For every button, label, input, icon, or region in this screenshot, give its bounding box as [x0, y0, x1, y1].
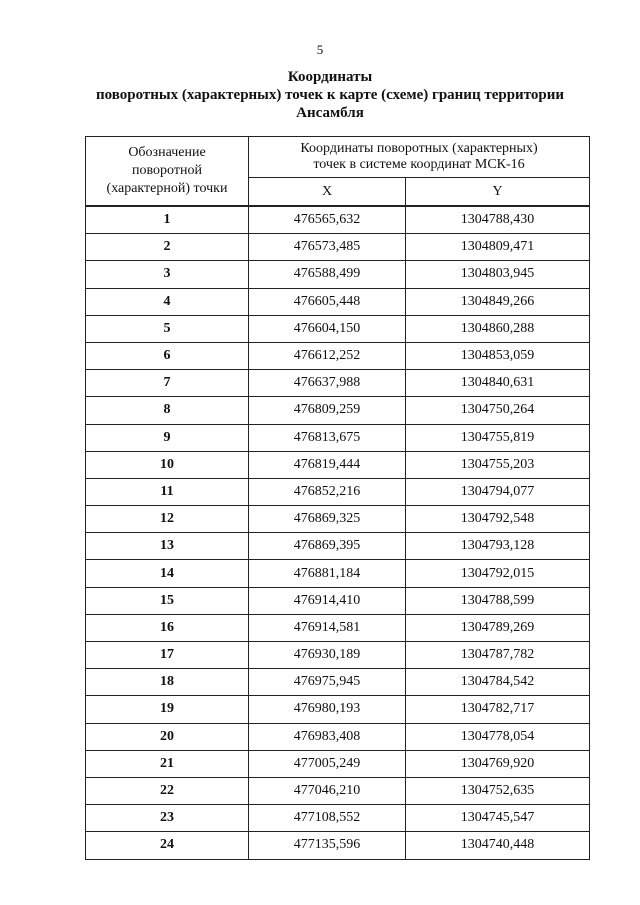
point-cell: 5 — [86, 315, 249, 342]
header-point-line-3: (характерной) точки — [106, 181, 228, 196]
x-cell: 476930,189 — [249, 642, 406, 669]
y-cell: 1304792,015 — [406, 560, 590, 587]
x-cell: 476819,444 — [249, 451, 406, 478]
table-row — [86, 478, 590, 505]
table-body — [86, 207, 590, 860]
y-cell: 1304793,128 — [406, 533, 590, 560]
y-cell: 1304809,471 — [406, 234, 590, 261]
y-cell: 1304840,631 — [406, 370, 590, 397]
x-cell: 476573,485 — [249, 234, 406, 261]
table-row — [86, 451, 590, 478]
point-cell: 20 — [86, 723, 249, 750]
table-row — [86, 614, 590, 641]
table-row — [86, 370, 590, 397]
y-cell: 1304750,264 — [406, 397, 590, 424]
table-row — [86, 642, 590, 669]
point-cell: 6 — [86, 342, 249, 369]
x-cell: 476980,193 — [249, 696, 406, 723]
x-cell: 476914,581 — [249, 614, 406, 641]
y-cell: 1304789,269 — [406, 614, 590, 641]
x-cell: 476914,410 — [249, 587, 406, 614]
x-cell: 476869,325 — [249, 506, 406, 533]
point-cell: 23 — [86, 805, 249, 832]
point-cell: 11 — [86, 478, 249, 505]
x-cell: 476813,675 — [249, 424, 406, 451]
y-cell: 1304849,266 — [406, 288, 590, 315]
x-cell: 476975,945 — [249, 669, 406, 696]
y-cell: 1304755,203 — [406, 451, 590, 478]
x-cell: 477046,210 — [249, 777, 406, 804]
point-cell: 18 — [86, 669, 249, 696]
header-y: Y — [406, 178, 590, 206]
y-cell: 1304853,059 — [406, 342, 590, 369]
point-cell: 1 — [86, 207, 249, 234]
table-row — [86, 560, 590, 587]
y-cell: 1304784,542 — [406, 669, 590, 696]
y-cell: 1304787,782 — [406, 642, 590, 669]
x-cell: 477135,596 — [249, 832, 406, 859]
table-row — [86, 342, 590, 369]
y-cell: 1304769,920 — [406, 750, 590, 777]
table-row — [86, 288, 590, 315]
y-cell: 1304740,448 — [406, 832, 590, 859]
x-cell: 476637,988 — [249, 370, 406, 397]
point-cell: 24 — [86, 832, 249, 859]
y-cell: 1304794,077 — [406, 478, 590, 505]
x-cell: 476869,395 — [249, 533, 406, 560]
y-cell: 1304745,547 — [406, 805, 590, 832]
x-cell: 476612,252 — [249, 342, 406, 369]
table-row — [86, 777, 590, 804]
y-cell: 1304778,054 — [406, 723, 590, 750]
table-row — [86, 424, 590, 451]
table-row — [86, 723, 590, 750]
point-cell: 13 — [86, 533, 249, 560]
x-cell: 476881,184 — [249, 560, 406, 587]
table-row — [86, 315, 590, 342]
x-cell: 476588,499 — [249, 261, 406, 288]
y-cell: 1304752,635 — [406, 777, 590, 804]
table-row — [86, 207, 590, 234]
table-row — [86, 533, 590, 560]
y-cell: 1304803,945 — [406, 261, 590, 288]
table-row — [86, 261, 590, 288]
y-cell: 1304788,430 — [406, 207, 590, 234]
point-cell: 14 — [86, 560, 249, 587]
document-title — [60, 68, 600, 122]
point-cell: 4 — [86, 288, 249, 315]
table-header — [86, 137, 590, 207]
x-cell: 477005,249 — [249, 750, 406, 777]
header-point-line-1: Обозначение — [128, 145, 206, 160]
point-cell: 19 — [86, 696, 249, 723]
coordinates-table — [85, 136, 590, 860]
table-row — [86, 805, 590, 832]
y-cell: 1304860,288 — [406, 315, 590, 342]
y-cell: 1304782,717 — [406, 696, 590, 723]
table-row — [86, 832, 590, 859]
header-point-line-2: поворотной — [132, 163, 202, 178]
header-coords-line-1: Координаты поворотных (характерных) — [300, 141, 538, 156]
point-cell: 21 — [86, 750, 249, 777]
x-cell: 476565,632 — [249, 207, 406, 234]
table-row — [86, 234, 590, 261]
y-cell: 1304788,599 — [406, 587, 590, 614]
table-row — [86, 587, 590, 614]
point-cell: 10 — [86, 451, 249, 478]
header-point-designation — [86, 137, 249, 206]
x-cell: 476809,259 — [249, 397, 406, 424]
x-cell: 476604,150 — [249, 315, 406, 342]
point-cell: 7 — [86, 370, 249, 397]
y-cell: 1304792,548 — [406, 506, 590, 533]
title-line-1: Координаты — [287, 69, 373, 85]
y-cell: 1304755,819 — [406, 424, 590, 451]
header-coordinates — [249, 137, 590, 178]
x-cell: 476983,408 — [249, 723, 406, 750]
point-cell: 2 — [86, 234, 249, 261]
header-x: X — [249, 178, 406, 206]
point-cell: 3 — [86, 261, 249, 288]
point-cell: 9 — [86, 424, 249, 451]
x-cell: 476605,448 — [249, 288, 406, 315]
point-cell: 17 — [86, 642, 249, 669]
title-line-2: поворотных (характерных) точек к карте (схеме) границ территории — [96, 87, 564, 103]
header-coords-line-2: точек в системе координат МСК-16 — [313, 157, 525, 172]
x-cell: 476852,216 — [249, 478, 406, 505]
table-row — [86, 750, 590, 777]
point-cell: 12 — [86, 506, 249, 533]
point-cell: 16 — [86, 614, 249, 641]
table-row — [86, 506, 590, 533]
title-line-3: Ансамбля — [296, 105, 364, 121]
point-cell: 8 — [86, 397, 249, 424]
x-cell: 477108,552 — [249, 805, 406, 832]
table-row — [86, 397, 590, 424]
point-cell: 15 — [86, 587, 249, 614]
table-row — [86, 669, 590, 696]
point-cell: 22 — [86, 777, 249, 804]
table-row — [86, 696, 590, 723]
page-number: 5 — [316, 42, 324, 57]
